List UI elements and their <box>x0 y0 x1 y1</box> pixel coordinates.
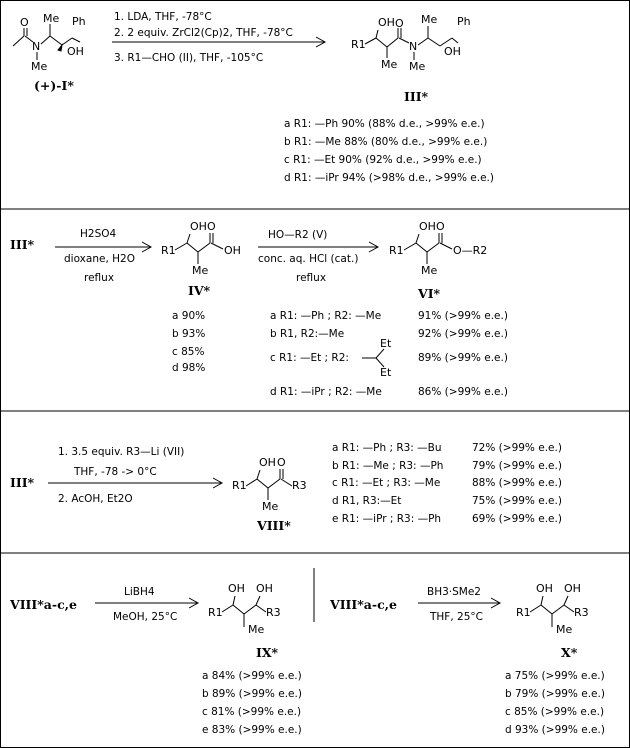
atom-o: O <box>436 220 445 233</box>
atom-r3: R3 <box>266 606 281 619</box>
result-row: b R1: —Me 88% (80% d.e., >99% e.e.) <box>284 136 488 148</box>
ketone-result-label: d R1, R3:—Et <box>332 495 402 507</box>
ester-result-label: c R1: —Et ; R2: <box>270 352 349 364</box>
ketone-result-value: 72% (>99% e.e.) <box>472 442 562 454</box>
condition-line: 2. 2 equiv. ZrCl2(Cp)2, THF, -78°C <box>114 27 293 39</box>
atom-r1: R1 <box>208 606 223 619</box>
result-row: d R1: —iPr 94% (>98% d.e., >99% e.e.) <box>284 172 494 184</box>
atom-oh: OH <box>259 456 276 469</box>
ester-c-branch <box>362 349 384 367</box>
atom-oh: OH <box>536 582 553 595</box>
atom-r1: R1 <box>351 38 366 51</box>
compound-label-IV: IV* <box>188 283 211 298</box>
yield-row: c 85% <box>172 346 205 358</box>
yield-row: b 79% (>99% e.e.) <box>505 688 605 700</box>
condition-line: reflux <box>84 272 115 284</box>
result-row: c R1: —Et 90% (92% d.e., >99% e.e.) <box>284 154 482 166</box>
atom-me: Me <box>262 500 279 513</box>
atom-r1: R1 <box>516 606 531 619</box>
ketone-result-value: 75% (>99% e.e.) <box>472 495 562 507</box>
yield-row: a 84% (>99% e.e.) <box>202 670 302 682</box>
condition-line: 2. AcOH, Et2O <box>58 493 133 505</box>
ester-result-value: 91% (>99% e.e.) <box>418 310 508 322</box>
yield-row: e 83% (>99% e.e.) <box>202 724 302 736</box>
atom-me: Me <box>421 264 438 277</box>
atom-me: Me <box>421 13 438 26</box>
yield-row: b 93% <box>172 328 206 340</box>
ketone-result-value: 88% (>99% e.e.) <box>472 477 562 489</box>
atom-me: Me <box>381 58 398 71</box>
atom-oh: OH <box>190 220 207 233</box>
atom-r1: R1 <box>232 479 247 492</box>
reagent-label: HO—R2 (V) <box>268 229 328 241</box>
atom-oh: OH <box>444 45 461 58</box>
ketone-result-label: b R1: —Me ; R3: —Ph <box>332 460 444 472</box>
yield-row: c 81% (>99% e.e.) <box>202 706 302 718</box>
condition-line: 1. LDA, THF, -78°C <box>114 11 212 23</box>
compound-label-III: III* <box>10 237 35 252</box>
atom-o: O <box>395 17 404 30</box>
atom-ph: Ph <box>72 15 86 28</box>
ester-result-value: 86% (>99% e.e.) <box>418 386 508 398</box>
atom-me: Me <box>43 12 60 25</box>
atom-n: N <box>409 40 418 53</box>
compound-label-VIII-subset: VIII*a-c,e <box>330 597 397 612</box>
reagent-label: H2SO4 <box>80 228 117 240</box>
condition-line: THF, -78 -> 0°C <box>74 466 157 478</box>
atom-oh: OH <box>228 582 245 595</box>
compound-label-VIII: VIII* <box>257 518 291 533</box>
atom-oh: OH <box>419 220 436 233</box>
atom-et: Et <box>380 366 392 379</box>
yield-row: b 89% (>99% e.e.) <box>202 688 302 700</box>
compound-label-I: (+)-I* <box>34 78 74 93</box>
atom-r1: R1 <box>161 244 176 257</box>
reagent-label: BH3·SMe2 <box>427 586 481 598</box>
atom-oh: OH <box>378 16 395 29</box>
atom-r3: R3 <box>292 479 307 492</box>
ester-result-label: a R1: —Ph ; R2: —Me <box>270 310 382 322</box>
condition-line: MeOH, 25°C <box>113 611 178 623</box>
condition-line: reflux <box>296 272 327 284</box>
condition-line: conc. aq. HCl (cat.) <box>258 253 359 265</box>
atom-oh: OH <box>67 45 84 58</box>
reagent-label: LiBH4 <box>124 586 155 598</box>
ester-result-label: b R1, R2:—Me <box>270 328 345 340</box>
atom-et: Et <box>380 337 392 350</box>
atom-me: Me <box>192 264 209 277</box>
compound-label-X: X* <box>561 645 578 660</box>
acid-IV-bonds <box>175 233 223 264</box>
atom-or2: O—R2 <box>453 244 488 257</box>
yield-row: d 98% <box>172 362 206 374</box>
yield-row: c 85% (>99% e.e.) <box>505 706 605 718</box>
ketone-result-value: 69% (>99% e.e.) <box>472 513 562 525</box>
ketone-result-value: 79% (>99% e.e.) <box>472 460 562 472</box>
yield-row: d 93% (>99% e.e.) <box>505 724 605 736</box>
condition-line: THF, 25°C <box>430 611 483 623</box>
atom-r3: R3 <box>574 606 589 619</box>
compound-label-VIII-subset: VIII*a-c,e <box>10 597 77 612</box>
atom-me: Me <box>31 60 48 73</box>
atom-oh: OH <box>256 582 273 595</box>
compound-label-IX: IX* <box>256 645 279 660</box>
atom-o: O <box>277 456 286 469</box>
condition-line: dioxane, H2O <box>64 253 135 265</box>
ester-result-value: 92% (>99% e.e.) <box>418 328 508 340</box>
ketone-result-label: c R1: —Et ; R3: —Me <box>332 477 441 489</box>
atom-o: O <box>20 16 29 29</box>
condition-line: 3. R1—CHO (II), THF, -105°C <box>114 52 264 64</box>
ester-result-value: 89% (>99% e.e.) <box>418 352 508 364</box>
frame-border <box>1 1 630 748</box>
compound-label-III: III* <box>404 89 429 104</box>
atom-oh: OH <box>224 244 241 257</box>
ketone-VIII-bonds <box>246 469 292 500</box>
atom-ph: Ph <box>457 15 471 28</box>
reactant-I-wedge <box>58 45 62 51</box>
yield-row: a 75% (>99% e.e.) <box>505 670 605 682</box>
ketone-result-label: a R1: —Ph ; R3: —Bu <box>332 442 442 454</box>
result-row: a R1: —Ph 90% (88% d.e., >99% e.e.) <box>284 118 485 130</box>
compound-label-VI: VI* <box>418 286 441 301</box>
atom-r1: R1 <box>389 244 404 257</box>
atom-oh: OH <box>564 582 581 595</box>
compound-label-III: III* <box>10 475 35 490</box>
ester-VI-bonds <box>404 233 452 264</box>
ketone-result-label: e R1: —iPr ; R3: —Ph <box>332 513 442 525</box>
atom-me: Me <box>248 623 265 636</box>
atom-n: N <box>32 40 41 53</box>
ester-result-label: d R1: —iPr ; R2: —Me <box>270 386 382 398</box>
condition-line: 1. 3.5 equiv. R3—Li (VII) <box>58 446 185 458</box>
atom-o: O <box>207 220 216 233</box>
atom-me: Me <box>409 60 426 73</box>
atom-me: Me <box>556 623 573 636</box>
yield-row: a 90% <box>172 310 206 322</box>
